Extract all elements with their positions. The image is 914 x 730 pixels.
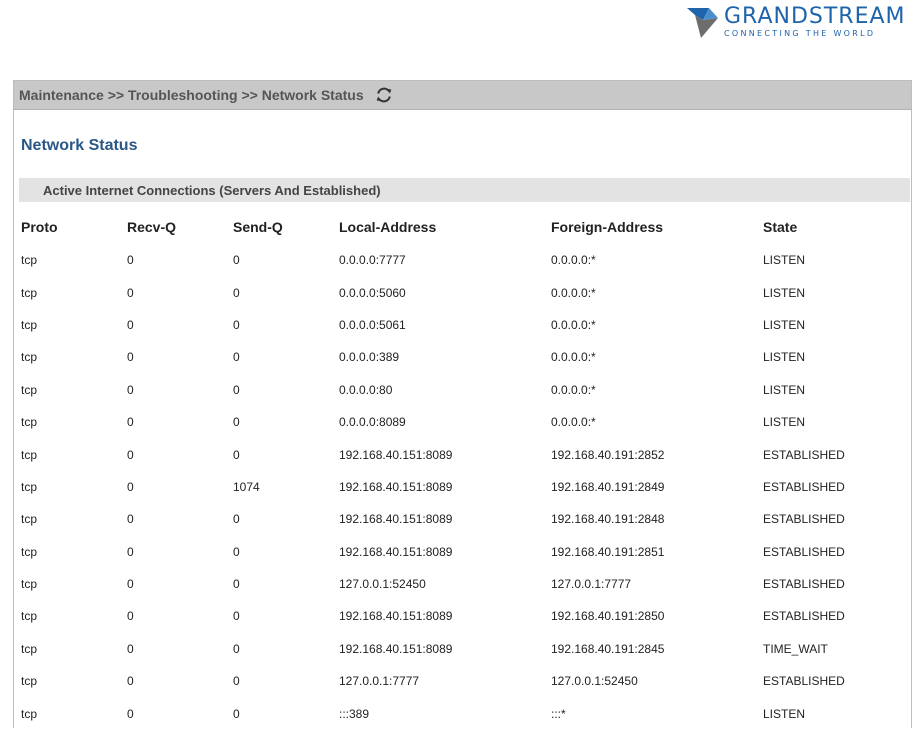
cell-local-address: 0.0.0.0:8089 [339, 415, 406, 430]
cell-send-q: 0 [233, 674, 240, 689]
table-row [21, 600, 901, 632]
cell-foreign-address: 0.0.0.0:* [551, 253, 596, 268]
cell-recv-q: 0 [127, 479, 134, 494]
refresh-icon[interactable] [374, 85, 394, 105]
column-header-state: State [763, 219, 798, 235]
cell-state: LISTEN [763, 706, 806, 721]
cell-recv-q: 0 [127, 609, 134, 624]
table-row [21, 309, 901, 341]
cell-recv-q: 0 [127, 317, 134, 332]
cell-proto: tcp [21, 317, 38, 332]
cell-local-address: 0.0.0.0:80 [339, 382, 393, 397]
table-body [21, 244, 901, 730]
cell-state: ESTABLISHED [763, 447, 845, 462]
cell-proto: tcp [21, 447, 38, 462]
cell-send-q: 0 [233, 382, 240, 397]
table-row [21, 471, 901, 503]
main-panel [13, 80, 912, 728]
cell-local-address: 192.168.40.151:8089 [339, 609, 453, 624]
top-header [0, 0, 914, 80]
cell-state: ESTABLISHED [763, 577, 845, 592]
cell-foreign-address: 192.168.40.191:2850 [551, 609, 665, 624]
cell-recv-q: 0 [127, 447, 134, 462]
table-row [21, 406, 901, 438]
cell-state: ESTABLISHED [763, 544, 845, 559]
cell-foreign-address: 127.0.0.1:52450 [551, 674, 638, 689]
cell-recv-q: 0 [127, 512, 134, 527]
cell-state: ESTABLISHED [763, 609, 845, 624]
cell-send-q: 0 [233, 706, 240, 721]
cell-local-address: 192.168.40.151:8089 [339, 641, 453, 656]
cell-foreign-address: 192.168.40.191:2845 [551, 641, 665, 656]
cell-send-q: 0 [233, 285, 240, 300]
cell-state: LISTEN [763, 415, 806, 430]
cell-foreign-address: 0.0.0.0:* [551, 415, 596, 430]
cell-local-address: 127.0.0.1:52450 [339, 577, 426, 592]
cell-recv-q: 0 [127, 577, 134, 592]
column-header-proto: Proto [21, 219, 58, 235]
cell-proto: tcp [21, 253, 38, 268]
table-row [21, 438, 901, 470]
cell-local-address: 0.0.0.0:7777 [339, 253, 406, 268]
cell-send-q: 0 [233, 512, 240, 527]
cell-foreign-address: 127.0.0.1:7777 [551, 577, 632, 592]
cell-state: LISTEN [763, 382, 806, 397]
cell-state: ESTABLISHED [763, 674, 845, 689]
section-label: Active Internet Connections (Servers And Established) [43, 182, 381, 198]
cell-proto: tcp [21, 544, 38, 559]
cell-recv-q: 0 [127, 382, 134, 397]
cell-local-address: 0.0.0.0:389 [339, 350, 400, 365]
cell-foreign-address: 192.168.40.191:2851 [551, 544, 665, 559]
table-row [21, 503, 901, 535]
cell-recv-q: 0 [127, 253, 134, 268]
cell-recv-q: 0 [127, 415, 134, 430]
table-row [21, 568, 901, 600]
table-row [21, 697, 901, 729]
cell-recv-q: 0 [127, 706, 134, 721]
table-row [21, 341, 901, 373]
table-row [21, 665, 901, 697]
table-row [21, 536, 901, 568]
cell-state: LISTEN [763, 253, 806, 268]
column-header-local-address: Local-Address [339, 219, 437, 235]
cell-local-address: 127.0.0.1:7777 [339, 674, 420, 689]
cell-local-address: 0.0.0.0:5061 [339, 317, 406, 332]
cell-send-q: 0 [233, 447, 240, 462]
cell-recv-q: 0 [127, 350, 134, 365]
brand-tagline: CONNECTING THE WORLD [724, 29, 876, 38]
cell-state: LISTEN [763, 317, 806, 332]
cell-send-q: 1074 [233, 479, 260, 494]
connections-table [21, 210, 901, 730]
cell-foreign-address: 0.0.0.0:* [551, 285, 596, 300]
cell-local-address: 0.0.0.0:5060 [339, 285, 406, 300]
cell-local-address: 192.168.40.151:8089 [339, 479, 453, 494]
cell-send-q: 0 [233, 253, 240, 268]
cell-local-address: 192.168.40.151:8089 [339, 447, 453, 462]
column-header-foreign-address: Foreign-Address [551, 219, 664, 235]
table-header-row [21, 210, 901, 244]
cell-foreign-address: 0.0.0.0:* [551, 382, 596, 397]
cell-proto: tcp [21, 285, 38, 300]
cell-foreign-address: :::* [551, 706, 566, 721]
breadcrumb-bar [14, 81, 911, 110]
cell-state: LISTEN [763, 285, 806, 300]
table-row [21, 276, 901, 308]
cell-recv-q: 0 [127, 674, 134, 689]
cell-proto: tcp [21, 415, 38, 430]
grandstream-logo-icon [684, 4, 720, 40]
cell-send-q: 0 [233, 577, 240, 592]
cell-proto: tcp [21, 609, 38, 624]
cell-state: ESTABLISHED [763, 512, 845, 527]
cell-local-address: 192.168.40.151:8089 [339, 512, 453, 527]
brand-logo [684, 4, 906, 46]
brand-name: GRANDSTREAM [724, 4, 906, 29]
cell-local-address: 192.168.40.151:8089 [339, 544, 453, 559]
cell-state: LISTEN [763, 350, 806, 365]
cell-proto: tcp [21, 512, 38, 527]
cell-proto: tcp [21, 674, 38, 689]
cell-proto: tcp [21, 706, 38, 721]
cell-proto: tcp [21, 641, 38, 656]
cell-state: ESTABLISHED [763, 479, 845, 494]
table-row [21, 633, 901, 665]
cell-proto: tcp [21, 350, 38, 365]
cell-proto: tcp [21, 577, 38, 592]
cell-recv-q: 0 [127, 544, 134, 559]
cell-send-q: 0 [233, 317, 240, 332]
cell-send-q: 0 [233, 609, 240, 624]
breadcrumb: Maintenance >> Troubleshooting >> Network Status [19, 87, 364, 103]
cell-send-q: 0 [233, 415, 240, 430]
cell-foreign-address: 0.0.0.0:* [551, 350, 596, 365]
cell-proto: tcp [21, 479, 38, 494]
column-header-send-q: Send-Q [233, 219, 283, 235]
cell-recv-q: 0 [127, 285, 134, 300]
column-header-recv-q: Recv-Q [127, 219, 177, 235]
cell-send-q: 0 [233, 350, 240, 365]
cell-foreign-address: 192.168.40.191:2848 [551, 512, 665, 527]
cell-foreign-address: 192.168.40.191:2849 [551, 479, 665, 494]
table-row [21, 374, 901, 406]
table-row [21, 244, 901, 276]
cell-local-address: :::389 [339, 706, 370, 721]
content-area [14, 110, 911, 729]
cell-state: TIME_WAIT [763, 641, 828, 656]
cell-send-q: 0 [233, 544, 240, 559]
cell-foreign-address: 192.168.40.191:2852 [551, 447, 665, 462]
cell-recv-q: 0 [127, 641, 134, 656]
cell-proto: tcp [21, 382, 38, 397]
section-header [19, 178, 910, 202]
cell-foreign-address: 0.0.0.0:* [551, 317, 596, 332]
cell-send-q: 0 [233, 641, 240, 656]
page-title: Network Status [21, 137, 138, 154]
